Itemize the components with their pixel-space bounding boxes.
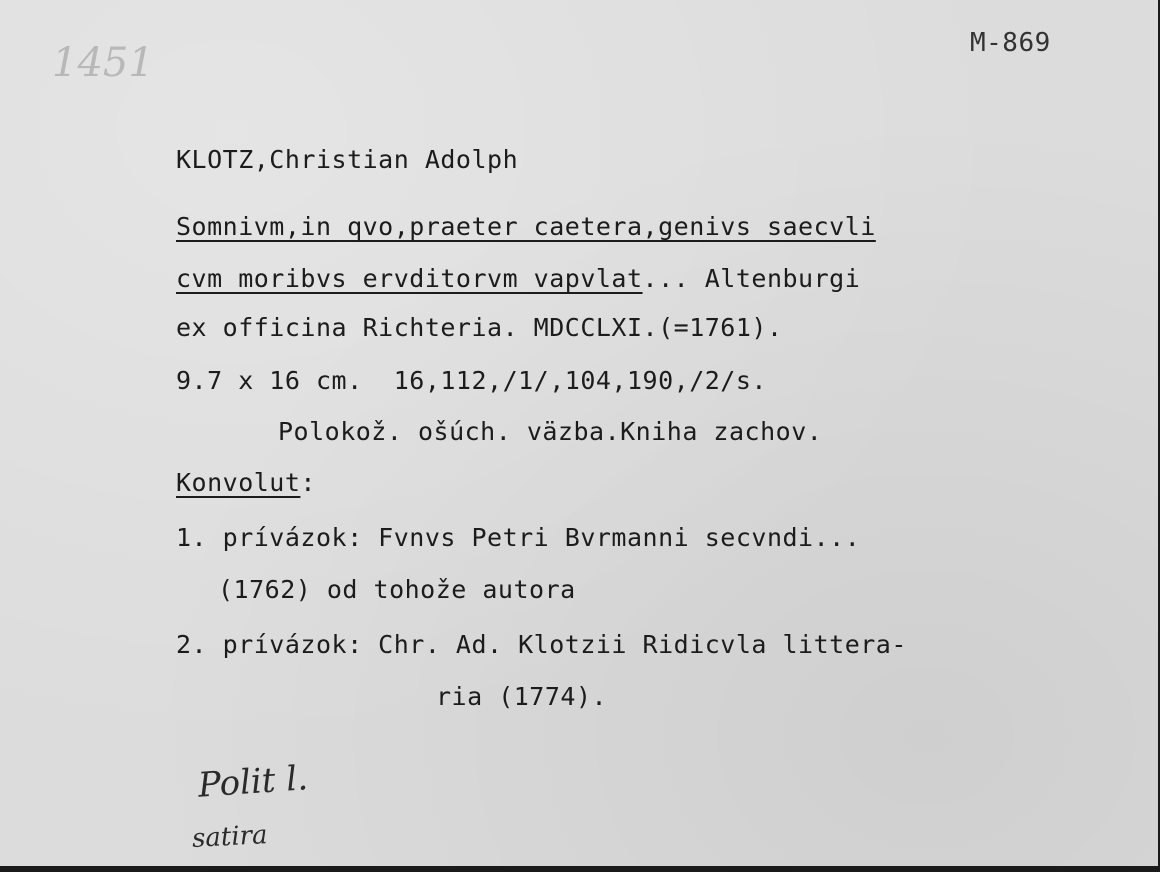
item-1-line-2: (1762) od tohože autora [218,575,576,604]
imprint-line: ex officina Richteria. MDCCLXI.(=1761). [176,313,783,342]
konvolut-label: Konvolut [176,468,301,497]
item-2-line-1: 2. prívázok: Chr. Ad. Klotzii Ridicvla littera- [176,630,907,659]
call-number: M-869 [970,28,1051,58]
title-line-2 [176,264,860,294]
handwritten-note-2: satira [191,820,269,854]
konvolut-heading [176,468,316,498]
faint-pencil-mark: 1451 [52,40,154,86]
title-line-2-underlined: cvm moribvs ervditorvm vapvlat [176,264,643,293]
binding-note: Polokož. ošúch. väzba.Kniha zachov. [278,417,823,446]
author-heading: KLOTZ,Christian Adolph [176,145,519,174]
konvolut-colon: : [300,468,316,497]
title-line-2-rest: ... Altenburgi [642,264,861,293]
physical-description: 9.7 x 16 cm. 16,112,/1/,104,190,/2/s. [176,366,767,395]
title-line-1: Somnivm,in qvo,praeter caetera,genivs saecvli [176,212,876,241]
item-1-line-1: 1. prívázok: Fvnvs Petri Bvrmanni secvndi... [176,523,861,552]
handwritten-note-1: Polit l. [196,758,310,806]
item-2-line-2: ria (1774). [436,682,608,711]
